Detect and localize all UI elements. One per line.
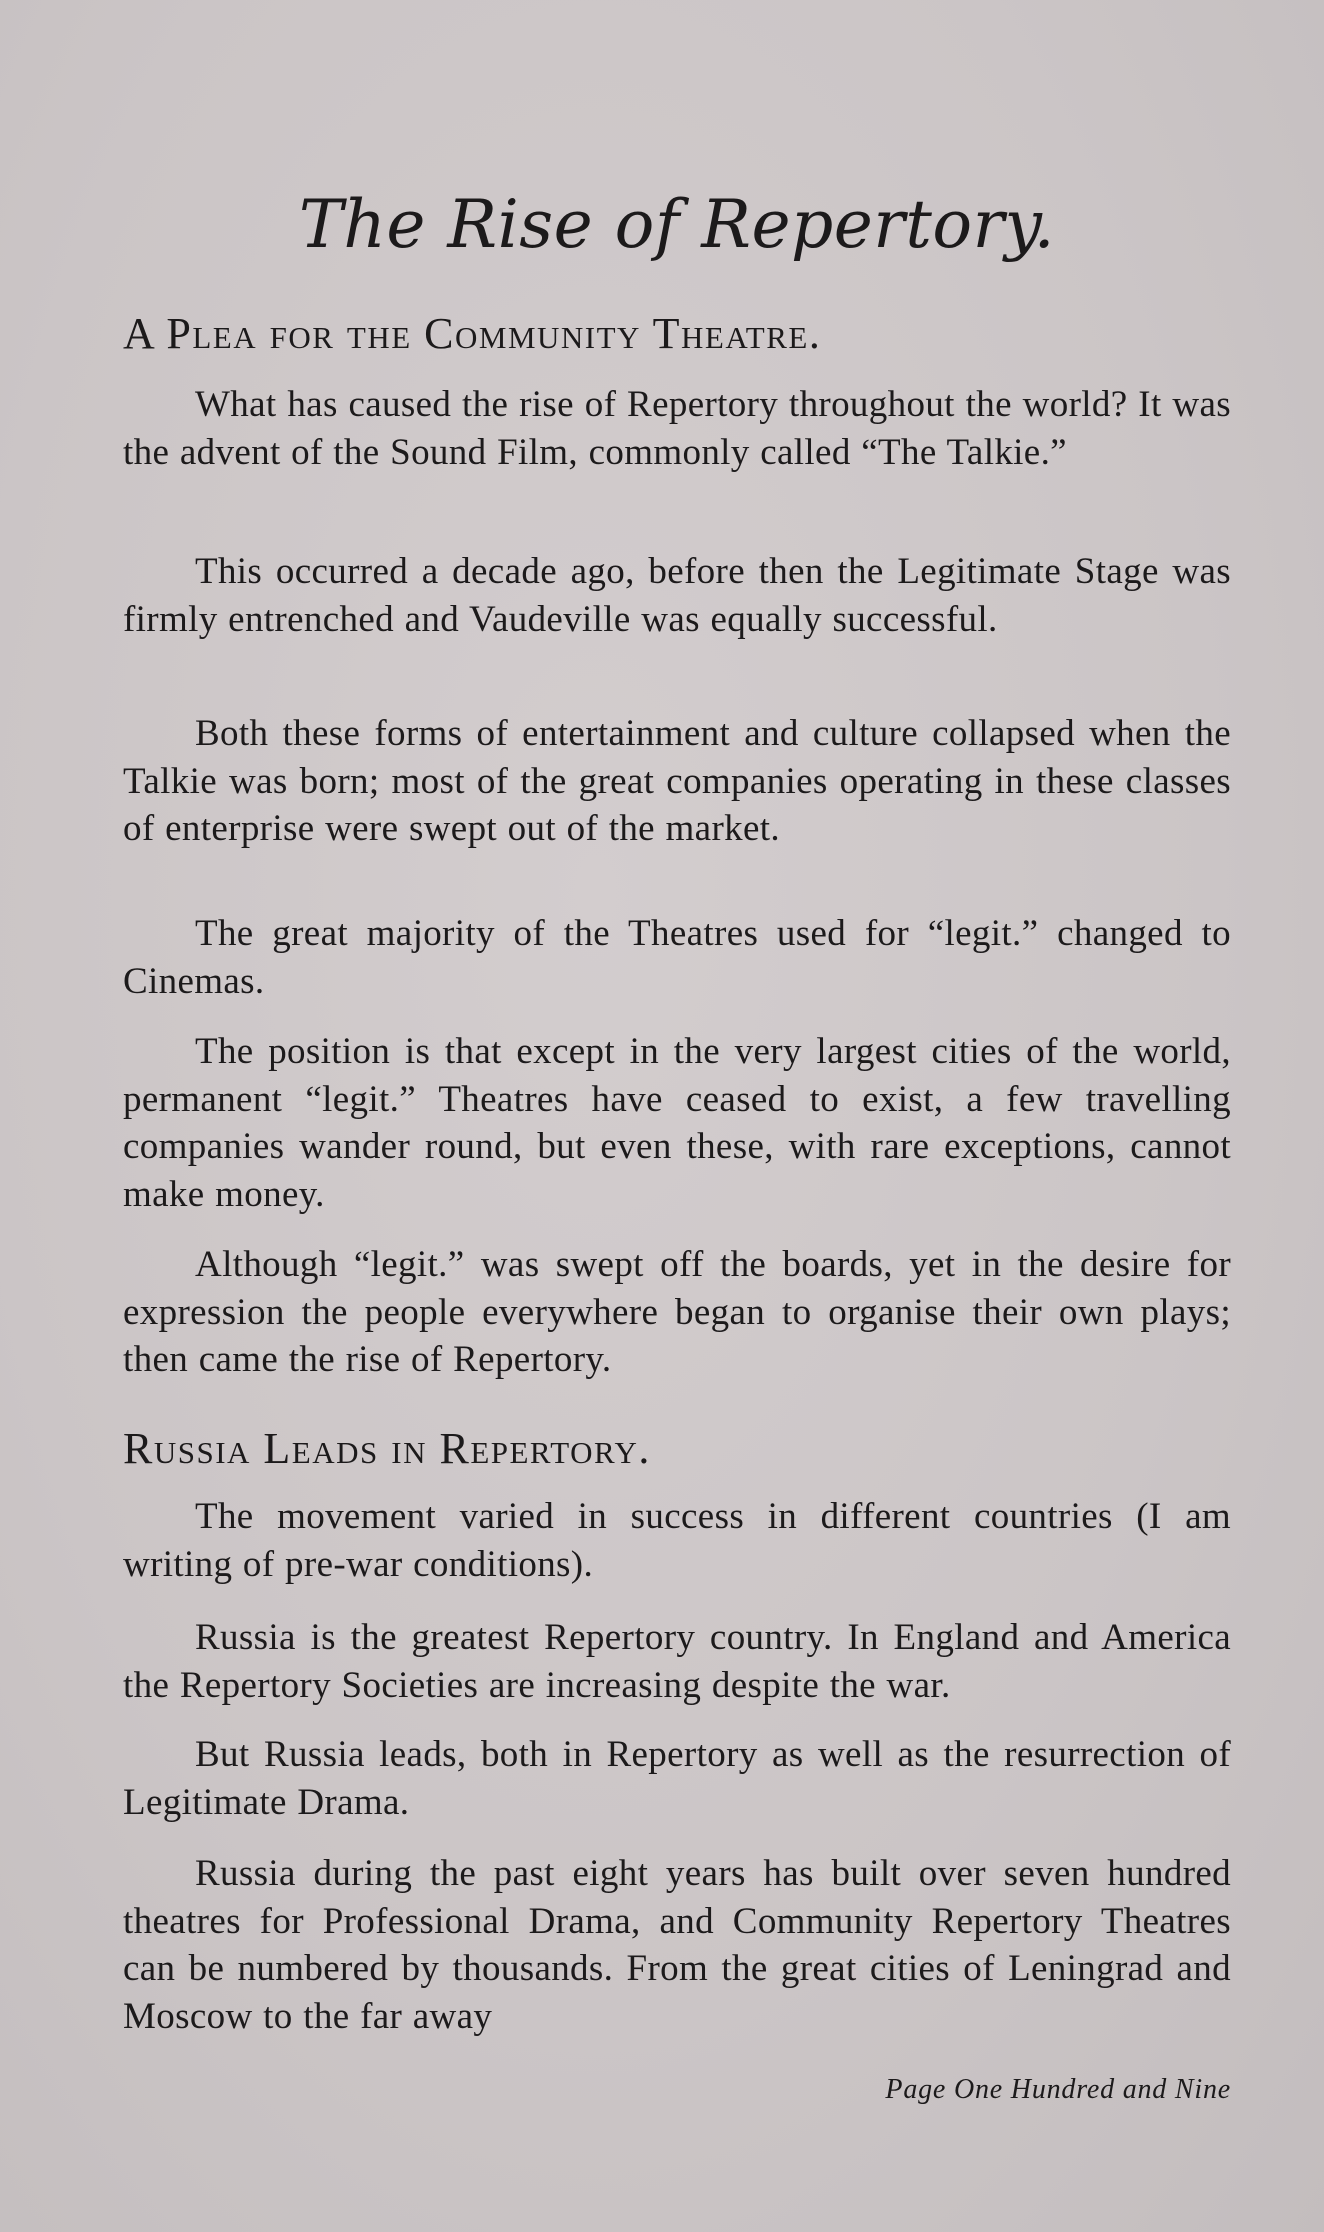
page-number: Page One Hundred and Nine xyxy=(885,2074,1231,2105)
section-heading-russia-leads: Russia Leads in Repertory. xyxy=(123,1424,651,1473)
book-page xyxy=(123,0,1231,2232)
paragraph: Although “legit.” was swept off the boards, yet in the desire for expression the people everywhere began to organise their own plays; then came the rise of Repertory. xyxy=(123,1244,1231,1380)
paragraph: The great majority of the Theatres used for “legit.” changed to Cinemas. xyxy=(123,913,1231,1002)
paragraph: Both these forms of entertainment and culture collapsed when the Talkie was born; most of the great companies operating in these classes of enterprise were swept out of the market. xyxy=(123,713,1231,849)
paragraph: The movement varied in success in different countries (I am writing of pre-war conditions). xyxy=(123,1496,1231,1585)
paragraph: What has caused the rise of Repertory throughout the world? It was the advent of the Sound Film, commonly called “The Talkie.” xyxy=(123,384,1231,473)
paragraph: But Russia leads, both in Repertory as well as the resurrection of Legitimate Drama. xyxy=(123,1734,1231,1823)
paragraph: This occurred a decade ago, before then the Legitimate Stage was firmly entrenched and Vaudeville was equally successful. xyxy=(123,551,1231,640)
paragraph: Russia is the greatest Repertory country. In England and America the Repertory Societies are increasing despite the war. xyxy=(123,1617,1231,1706)
page-title: The Rise of Repertory. xyxy=(298,186,1056,263)
section-heading-community-theatre: A Plea for the Community Theatre. xyxy=(123,309,822,358)
paragraph: Russia during the past eight years has built over seven hundred theatres for Professional Drama, and Community Repertory Theatres can be numbered by thousands. From the great cities of Leningrad and Moscow to the far away xyxy=(123,1853,1231,2037)
paragraph: The position is that except in the very largest cities of the world, permanent “legit.” Theatres have ceased to exist, a few travelling companies wander round, but even these, with rare exceptions, cannot make money. xyxy=(123,1031,1231,1215)
